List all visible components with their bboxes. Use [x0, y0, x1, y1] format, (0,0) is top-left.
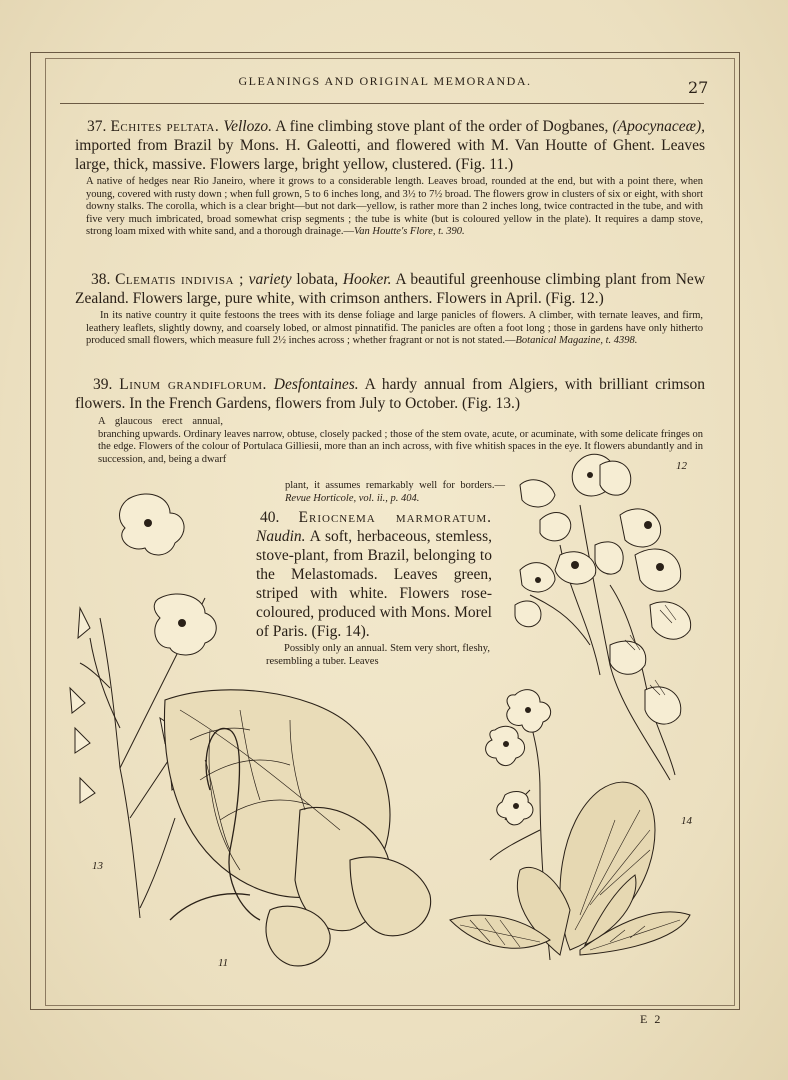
- figure-11-label: 11: [218, 957, 229, 969]
- source-citation: Van Houtte's Flore, t. 390.: [354, 226, 465, 238]
- note-text: In its native country it quite festoons the trees with its dense foliage and large panicles of flowers. A climber, with ternate leaves, and firm, leathery leaflets, slightly downy, and coarsely lobed, or almost pinnatifid. The panicles are often a foot long ; those in gardens have only hitherto produced small flowers, which measure full 2½ inches across ; whether fragrant or not is not stated.—: [86, 310, 703, 347]
- entry-39-note-end: [285, 480, 505, 505]
- entry-40-note: [266, 643, 490, 668]
- species-name: Clematis indivisa ;: [115, 271, 244, 288]
- species-author: Hooker.: [342, 271, 392, 288]
- variety-label: variety: [248, 271, 292, 288]
- page-number: 27: [688, 78, 709, 97]
- entry-text: A beautiful greenhouse climbing plant from New Zealand. Flowers large, pure white, with crimson anthers. Flowers in April. (Fig. 12.): [75, 271, 706, 307]
- note-text: A glaucous erect annual, branching upwards. Ordinary leaves narrow, obtuse, closely packed ; those of the stem ovate, acute, or acuminate, with some delicate fringes on the edge. Flowers of the colour of Portulaca Gilliesii, more than an inch across, with five whitish spaces in the eye. It flowers abundantly and in succession, and, being a dwarf: [98, 416, 703, 465]
- species-author: Desfontaines.: [273, 376, 359, 393]
- entry-text: A soft, herbaceous, stemless, stove-plant, from Brazil, belonging to the Melastomads. Leaves green, striped with white. Flowers rose-coloured, produced with Mons. Morel of Paris. (Fig. 14).: [256, 528, 493, 640]
- entry-text: lobata,: [296, 271, 339, 288]
- entry-number: 38.: [91, 271, 111, 288]
- entry-39: [75, 375, 705, 413]
- source-citation: Revue Horticole, vol. ii., p. 404.: [285, 492, 420, 504]
- species-name: Echites peltata.: [110, 118, 220, 135]
- entry-37: [75, 117, 705, 174]
- entry-40: [256, 508, 492, 641]
- species-author: Naudin.: [256, 528, 306, 545]
- entry-text: A fine climbing stove plant of the order of Dogbanes,: [275, 118, 609, 135]
- entry-38: [75, 270, 705, 308]
- note-text: A native of hedges near Rio Janeiro, where it grows to a considerable length. Leaves broad, rounded at the end, but with a point there, when young, covered with rusty down ; when full grown, 5 to 6 inches long, and 3½ to 7½ broad. The flowers grow in clusters of six or eight, with short downy stalks. The corolla, which is a clear bright—but not dark—yellow, is rather more than 2 inches long, twice contracted in the tube, and with five very much imbricated, broad somewhat crisp segments ; the tube is white (but is coloured yellow in the plate). It requires a damp stove, strong loam mixed with white sand, and a thorough drainage.—: [86, 176, 703, 238]
- species-name: Linum grandiflorum.: [119, 376, 267, 393]
- note-text: plant, it assumes remarkably well for borders.—: [285, 480, 505, 491]
- figure-13-label: 13: [92, 860, 103, 872]
- plant-order: (Apocynaceæ),: [612, 118, 706, 135]
- species-name: Eriocnema marmoratum.: [298, 509, 492, 526]
- entry-37-note: [86, 176, 703, 239]
- note-text: Possibly only an annual. Stem very short, fleshy, resembling a tuber. Leaves: [266, 643, 490, 667]
- entry-38-note: [86, 310, 703, 348]
- entry-number: 40.: [260, 509, 280, 526]
- entry-text: imported from Brazil by Mons. H. Galeotti, and flowered with M. Van Houtte of Ghent. Leaves large, thick, massive. Flowers large, bright yellow, clustered. (Fig. 11.): [75, 137, 705, 173]
- running-title: GLEANINGS AND ORIGINAL MEMORANDA.: [238, 74, 532, 88]
- species-author: Vellozo.: [223, 118, 272, 135]
- entry-text: A hardy annual from Algiers, with brilliant crimson flowers. In the French Gardens, flowers from July to October. (Fig. 13.): [75, 376, 706, 412]
- figure-14-eriocnema-illustration: [440, 680, 700, 975]
- entry-number: 39.: [93, 376, 113, 393]
- header-rule: [60, 103, 704, 104]
- figure-14-label: 14: [681, 815, 692, 827]
- source-citation: Botanical Magazine, t. 4398.: [515, 335, 638, 347]
- printer-signature: E 2: [640, 1012, 663, 1026]
- figure-12-label: 12: [676, 460, 687, 472]
- figure-11-echites-illustration: [150, 680, 440, 970]
- entry-number: 37.: [87, 118, 107, 135]
